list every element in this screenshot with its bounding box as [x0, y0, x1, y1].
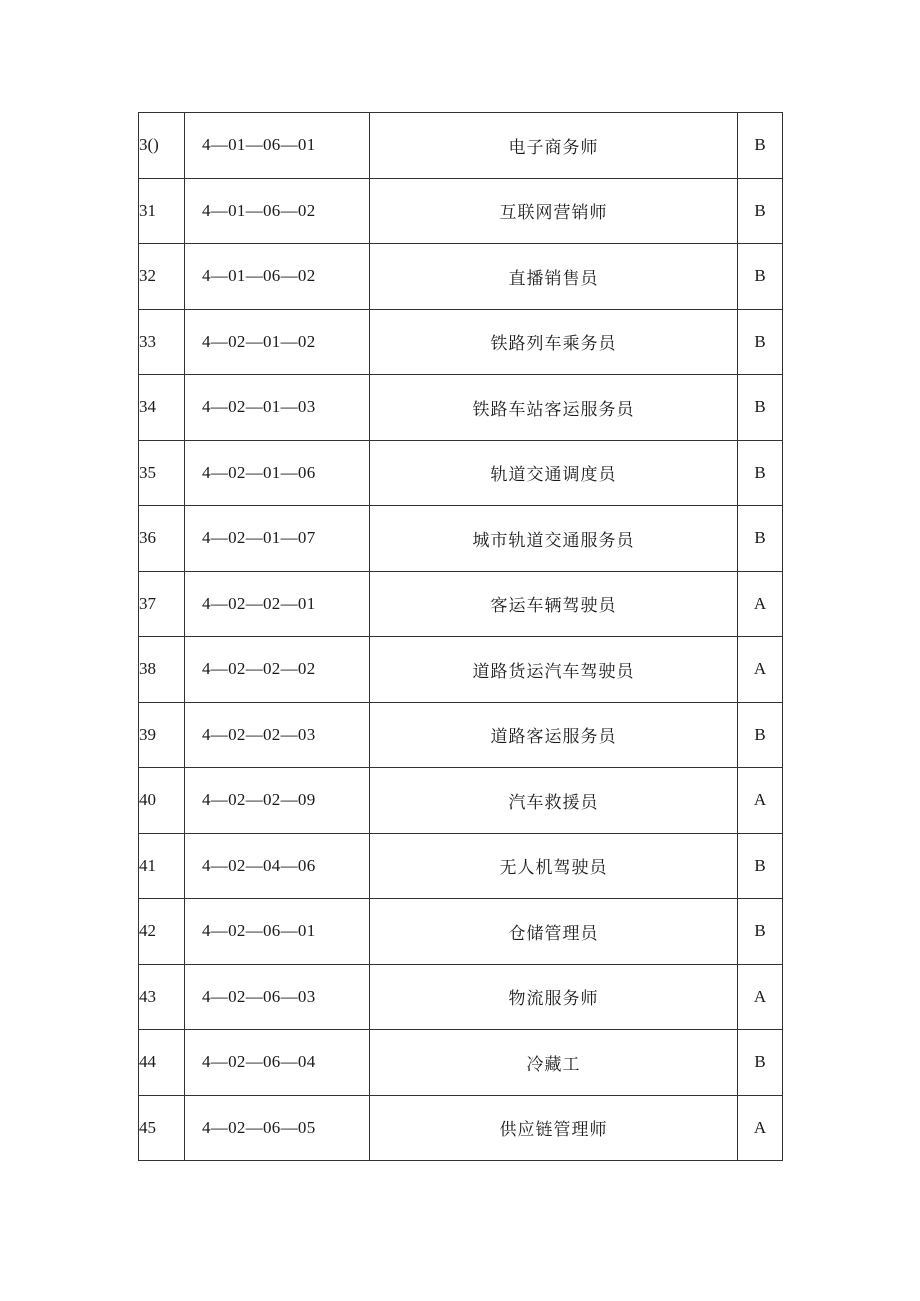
table-row	[139, 440, 783, 506]
occupation-code-cell: 4—02—02—09	[185, 768, 370, 834]
occupation-code-cell: 4—02—01—03	[185, 375, 370, 441]
row-number-cell: 44	[139, 1030, 185, 1096]
level-cell: B	[738, 506, 783, 572]
table-row	[139, 309, 783, 375]
row-number-cell: 33	[139, 309, 185, 375]
row-number-cell: 3()	[139, 113, 185, 179]
level-cell: A	[738, 768, 783, 834]
occupation-name-cell: 电子商务师	[370, 113, 738, 179]
level-cell: B	[738, 702, 783, 768]
occupation-name-cell: 轨道交通调度员	[370, 440, 738, 506]
table-row	[139, 833, 783, 899]
occupation-table	[138, 112, 783, 1161]
occupation-code-cell: 4—01—06—02	[185, 244, 370, 310]
row-number-cell: 45	[139, 1095, 185, 1161]
level-cell: B	[738, 1030, 783, 1096]
table-row	[139, 964, 783, 1030]
table-row	[139, 637, 783, 703]
occupation-code-cell: 4—02—06—05	[185, 1095, 370, 1161]
row-number-cell: 37	[139, 571, 185, 637]
row-number-cell: 41	[139, 833, 185, 899]
occupation-code-cell: 4—02—04—06	[185, 833, 370, 899]
level-cell: B	[738, 833, 783, 899]
level-cell: B	[738, 899, 783, 965]
row-number-cell: 34	[139, 375, 185, 441]
level-cell: A	[738, 571, 783, 637]
row-number-cell: 43	[139, 964, 185, 1030]
level-cell: B	[738, 440, 783, 506]
occupation-name-cell: 城市轨道交通服务员	[370, 506, 738, 572]
occupation-code-cell: 4—02—02—01	[185, 571, 370, 637]
level-cell: A	[738, 964, 783, 1030]
occupation-code-cell: 4—02—06—01	[185, 899, 370, 965]
table-row	[139, 506, 783, 572]
table-row	[139, 244, 783, 310]
occupation-code-cell: 4—01—06—01	[185, 113, 370, 179]
occupation-code-cell: 4—02—02—02	[185, 637, 370, 703]
level-cell: B	[738, 113, 783, 179]
table-row	[139, 768, 783, 834]
occupation-name-cell: 道路客运服务员	[370, 702, 738, 768]
row-number-cell: 32	[139, 244, 185, 310]
table-row	[139, 1030, 783, 1096]
occupation-code-cell: 4—02—06—03	[185, 964, 370, 1030]
occupation-code-cell: 4—02—06—04	[185, 1030, 370, 1096]
occupation-name-cell: 道路货运汽车驾驶员	[370, 637, 738, 703]
level-cell: A	[738, 637, 783, 703]
occupation-name-cell: 铁路列车乘务员	[370, 309, 738, 375]
level-cell: B	[738, 178, 783, 244]
level-cell: B	[738, 309, 783, 375]
level-cell: B	[738, 244, 783, 310]
row-number-cell: 40	[139, 768, 185, 834]
table-row	[139, 178, 783, 244]
row-number-cell: 42	[139, 899, 185, 965]
row-number-cell: 31	[139, 178, 185, 244]
occupation-name-cell: 供应链管理师	[370, 1095, 738, 1161]
occupation-code-cell: 4—02—01—07	[185, 506, 370, 572]
occupation-name-cell: 客运车辆驾驶员	[370, 571, 738, 637]
occupation-name-cell: 直播销售员	[370, 244, 738, 310]
occupation-name-cell: 无人机驾驶员	[370, 833, 738, 899]
occupation-code-cell: 4—01—06—02	[185, 178, 370, 244]
table-row	[139, 375, 783, 441]
table-row	[139, 1095, 783, 1161]
level-cell: B	[738, 375, 783, 441]
table-row	[139, 702, 783, 768]
occupation-name-cell: 汽车救援员	[370, 768, 738, 834]
row-number-cell: 39	[139, 702, 185, 768]
occupation-name-cell: 铁路车站客运服务员	[370, 375, 738, 441]
table-row	[139, 113, 783, 179]
occupation-code-cell: 4—02—01—02	[185, 309, 370, 375]
occupation-code-cell: 4—02—02—03	[185, 702, 370, 768]
occupation-name-cell: 冷藏工	[370, 1030, 738, 1096]
occupation-code-cell: 4—02—01—06	[185, 440, 370, 506]
table-row	[139, 899, 783, 965]
row-number-cell: 38	[139, 637, 185, 703]
table-row	[139, 571, 783, 637]
row-number-cell: 35	[139, 440, 185, 506]
row-number-cell: 36	[139, 506, 185, 572]
occupation-name-cell: 互联网营销师	[370, 178, 738, 244]
level-cell: A	[738, 1095, 783, 1161]
occupation-name-cell: 仓储管理员	[370, 899, 738, 965]
occupation-name-cell: 物流服务师	[370, 964, 738, 1030]
